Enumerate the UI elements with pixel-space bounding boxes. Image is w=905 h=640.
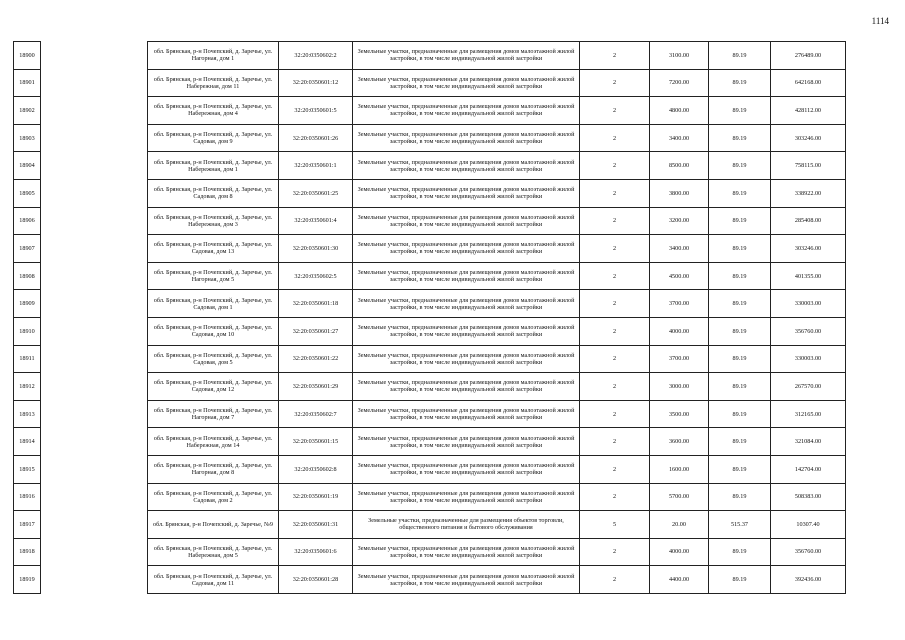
cadastral-value-cell: 758115.00 (771, 152, 846, 180)
address-cell: обл. Брянская, р-н Почепский, д. Заречье, №9 (148, 511, 279, 539)
cadastral-number-cell: 32:20:0350602:5 (279, 262, 353, 290)
specific-value-cell: 89.19 (709, 69, 771, 97)
area-cell: 3700.00 (650, 290, 709, 318)
specific-value-cell: 89.19 (709, 152, 771, 180)
table-row (14, 290, 846, 318)
use-group-cell: 2 (580, 97, 650, 125)
cadastral-value-cell: 330003.00 (771, 345, 846, 373)
area-cell: 3600.00 (650, 428, 709, 456)
use-group-cell: 2 (580, 124, 650, 152)
cadastral-number-cell: 32:20:0350601:28 (279, 566, 353, 594)
cadastral-value-cell: 303246.00 (771, 235, 846, 263)
address-cell: обл. Брянская, р-н Почепский, д. Заречье, ул. Нагорная, дом 1 (148, 42, 279, 70)
use-group-cell: 2 (580, 262, 650, 290)
cadastral-value-cell: 303246.00 (771, 124, 846, 152)
cadastral-number-cell: 32:20:0350601:1 (279, 152, 353, 180)
cadastral-value-cell: 276489.00 (771, 42, 846, 70)
specific-value-cell: 89.19 (709, 538, 771, 566)
area-cell: 3800.00 (650, 179, 709, 207)
cadastral-value-cell: 508383.00 (771, 483, 846, 511)
cadastral-number-cell: 32:20:0350601:15 (279, 428, 353, 456)
cadastral-value-cell: 428112.00 (771, 97, 846, 125)
land-use-cell: Земельные участки, предназначенные для размещения домов малоэтажной жилой застройки, в том числе индивидуальной жилой застройки (353, 179, 580, 207)
specific-value-cell: 89.19 (709, 42, 771, 70)
address-cell: обл. Брянская, р-н Почепский, д. Заречье, ул. Набережная, дом 1 (148, 152, 279, 180)
cadastral-value-cell: 392436.00 (771, 566, 846, 594)
row-number-cell: 18917 (14, 511, 41, 539)
table-row (14, 483, 846, 511)
row-number-cell: 18919 (14, 566, 41, 594)
cadastral-number-cell: 32:20:0350601:6 (279, 538, 353, 566)
cadastral-number-cell: 32:20:0350602:7 (279, 400, 353, 428)
use-group-cell: 2 (580, 317, 650, 345)
table-row (14, 42, 846, 70)
use-group-cell: 5 (580, 511, 650, 539)
use-group-cell: 2 (580, 207, 650, 235)
specific-value-cell: 89.19 (709, 124, 771, 152)
address-cell: обл. Брянская, р-н Почепский, д. Заречье, ул. Садовая, дом 10 (148, 317, 279, 345)
spacer-cell (41, 235, 148, 263)
table-row (14, 235, 846, 263)
cadastral-number-cell: 32:20:0350601:19 (279, 483, 353, 511)
area-cell: 20.00 (650, 511, 709, 539)
specific-value-cell: 89.19 (709, 179, 771, 207)
cadastral-number-cell: 32:20:0350601:25 (279, 179, 353, 207)
spacer-cell (41, 373, 148, 401)
address-cell: обл. Брянская, р-н Почепский, д. Заречье, ул. Садовая, дом 9 (148, 124, 279, 152)
cadastral-value-cell: 321084.00 (771, 428, 846, 456)
address-cell: обл. Брянская, р-н Почепский, д. Заречье, ул. Садовая, дом 2 (148, 483, 279, 511)
table-row (14, 455, 846, 483)
row-number-cell: 18907 (14, 235, 41, 263)
address-cell: обл. Брянская, р-н Почепский, д. Заречье, ул. Нагорная, дом 7 (148, 400, 279, 428)
land-use-cell: Земельные участки, предназначенные для размещения домов малоэтажной жилой застройки, в том числе индивидуальной жилой застройки (353, 455, 580, 483)
row-number-cell: 18902 (14, 97, 41, 125)
cadastral-value-cell: 312165.00 (771, 400, 846, 428)
land-use-cell: Земельные участки, предназначенные для размещения домов малоэтажной жилой застройки, в том числе индивидуальной жилой застройки (353, 42, 580, 70)
specific-value-cell: 89.19 (709, 97, 771, 125)
cadastral-number-cell: 32:20:0350602:8 (279, 455, 353, 483)
row-number-cell: 18903 (14, 124, 41, 152)
spacer-cell (41, 483, 148, 511)
specific-value-cell: 89.19 (709, 345, 771, 373)
land-use-cell: Земельные участки, предназначенные для размещения домов малоэтажной жилой застройки, в том числе индивидуальной жилой застройки (353, 69, 580, 97)
spacer-cell (41, 345, 148, 373)
row-number-cell: 18918 (14, 538, 41, 566)
spacer-cell (41, 69, 148, 97)
row-number-cell: 18912 (14, 373, 41, 401)
cadastral-value-cell: 401355.00 (771, 262, 846, 290)
land-use-cell: Земельные участки, предназначенные для размещения домов малоэтажной жилой застройки, в том числе индивидуальной жилой застройки (353, 262, 580, 290)
row-number-cell: 18911 (14, 345, 41, 373)
cadastral-value-cell: 356760.00 (771, 538, 846, 566)
specific-value-cell: 89.19 (709, 317, 771, 345)
row-number-cell: 18904 (14, 152, 41, 180)
land-use-cell: Земельные участки, предназначенные для размещения домов малоэтажной жилой застройки, в том числе индивидуальной жилой застройки (353, 345, 580, 373)
cadastral-number-cell: 32:20:0350601:26 (279, 124, 353, 152)
land-use-cell: Земельные участки, предназначенные для размещения домов малоэтажной жилой застройки, в том числе индивидуальной жилой застройки (353, 373, 580, 401)
use-group-cell: 2 (580, 345, 650, 373)
spacer-cell (41, 538, 148, 566)
use-group-cell: 2 (580, 69, 650, 97)
area-cell: 3000.00 (650, 373, 709, 401)
row-number-cell: 18909 (14, 290, 41, 318)
table-row (14, 179, 846, 207)
cadastral-value-cell: 285408.00 (771, 207, 846, 235)
address-cell: обл. Брянская, р-н Почепский, д. Заречье, ул. Садовая, дом 13 (148, 235, 279, 263)
table-row (14, 345, 846, 373)
area-cell: 3400.00 (650, 124, 709, 152)
address-cell: обл. Брянская, р-н Почепский, д. Заречье, ул. Садовая, дом 12 (148, 373, 279, 401)
land-use-cell: Земельные участки, предназначенные для размещения домов малоэтажной жилой застройки, в том числе индивидуальной жилой застройки (353, 152, 580, 180)
row-number-cell: 18910 (14, 317, 41, 345)
spacer-cell (41, 152, 148, 180)
address-cell: обл. Брянская, р-н Почепский, д. Заречье, ул. Набережная, дом 4 (148, 97, 279, 125)
land-use-cell: Земельные участки, предназначенные для размещения домов малоэтажной жилой застройки, в том числе индивидуальной жилой застройки (353, 400, 580, 428)
use-group-cell: 2 (580, 538, 650, 566)
row-number-cell: 18906 (14, 207, 41, 235)
row-number-cell: 18914 (14, 428, 41, 456)
table-row (14, 124, 846, 152)
land-use-cell: Земельные участки, предназначенные для размещения домов малоэтажной жилой застройки, в том числе индивидуальной жилой застройки (353, 207, 580, 235)
row-number-cell: 18913 (14, 400, 41, 428)
area-cell: 1600.00 (650, 455, 709, 483)
row-number-cell: 18908 (14, 262, 41, 290)
land-use-cell: Земельные участки, предназначенные для размещения домов малоэтажной жилой застройки, в том числе индивидуальной жилой застройки (353, 124, 580, 152)
cadastral-number-cell: 32:20:0350601:4 (279, 207, 353, 235)
use-group-cell: 2 (580, 400, 650, 428)
address-cell: обл. Брянская, р-н Почепский, д. Заречье, ул. Садовая, дом 11 (148, 566, 279, 594)
land-use-cell: Земельные участки, предназначенные для размещения объектов торговли, общественного питания и бытового обслуживания (353, 511, 580, 539)
specific-value-cell: 89.19 (709, 290, 771, 318)
row-number-cell: 18915 (14, 455, 41, 483)
table-row (14, 207, 846, 235)
cadastral-number-cell: 32:20:0350601:31 (279, 511, 353, 539)
use-group-cell: 2 (580, 152, 650, 180)
cadastral-value-cell: 330003.00 (771, 290, 846, 318)
spacer-cell (41, 97, 148, 125)
cadastral-number-cell: 32:20:0350601:29 (279, 373, 353, 401)
address-cell: обл. Брянская, р-н Почепский, д. Заречье, ул. Садовая, дом 8 (148, 179, 279, 207)
cadastral-number-cell: 32:20:0350601:18 (279, 290, 353, 318)
specific-value-cell: 89.19 (709, 455, 771, 483)
spacer-cell (41, 511, 148, 539)
use-group-cell: 2 (580, 42, 650, 70)
spacer-cell (41, 428, 148, 456)
cadastral-value-cell: 267570.00 (771, 373, 846, 401)
cadastral-number-cell: 32:20:0350602:2 (279, 42, 353, 70)
use-group-cell: 2 (580, 179, 650, 207)
cadastral-number-cell: 32:20:0350601:22 (279, 345, 353, 373)
land-use-cell: Земельные участки, предназначенные для размещения домов малоэтажной жилой застройки, в том числе индивидуальной жилой застройки (353, 538, 580, 566)
cadastral-value-table (13, 41, 846, 594)
table-row (14, 428, 846, 456)
specific-value-cell: 89.19 (709, 566, 771, 594)
spacer-cell (41, 42, 148, 70)
table-row (14, 69, 846, 97)
spacer-cell (41, 566, 148, 594)
table-row (14, 400, 846, 428)
specific-value-cell: 515.37 (709, 511, 771, 539)
area-cell: 3700.00 (650, 345, 709, 373)
spacer-cell (41, 124, 148, 152)
address-cell: обл. Брянская, р-н Почепский, д. Заречье, ул. Нагорная, дом 8 (148, 455, 279, 483)
cadastral-value-cell: 356760.00 (771, 317, 846, 345)
row-number-cell: 18905 (14, 179, 41, 207)
table-row (14, 511, 846, 539)
spacer-cell (41, 262, 148, 290)
land-use-cell: Земельные участки, предназначенные для размещения домов малоэтажной жилой застройки, в том числе индивидуальной жилой застройки (353, 483, 580, 511)
spacer-cell (41, 317, 148, 345)
specific-value-cell: 89.19 (709, 235, 771, 263)
area-cell: 4400.00 (650, 566, 709, 594)
cadastral-number-cell: 32:20:0350601:12 (279, 69, 353, 97)
cadastral-number-cell: 32:20:0350601:27 (279, 317, 353, 345)
table-body (14, 42, 846, 594)
specific-value-cell: 89.19 (709, 262, 771, 290)
table-row (14, 152, 846, 180)
address-cell: обл. Брянская, р-н Почепский, д. Заречье, ул. Набережная, дом 3 (148, 207, 279, 235)
table-row (14, 566, 846, 594)
area-cell: 7200.00 (650, 69, 709, 97)
cadastral-value-cell: 10307.40 (771, 511, 846, 539)
specific-value-cell: 89.19 (709, 207, 771, 235)
land-use-cell: Земельные участки, предназначенные для размещения домов малоэтажной жилой застройки, в том числе индивидуальной жилой застройки (353, 235, 580, 263)
table-row (14, 97, 846, 125)
spacer-cell (41, 179, 148, 207)
cadastral-number-cell: 32:20:0350601:30 (279, 235, 353, 263)
spacer-cell (41, 207, 148, 235)
spacer-cell (41, 400, 148, 428)
address-cell: обл. Брянская, р-н Почепский, д. Заречье, ул. Садовая, дом 5 (148, 345, 279, 373)
area-cell: 3400.00 (650, 235, 709, 263)
table-row (14, 262, 846, 290)
table-row (14, 538, 846, 566)
address-cell: обл. Брянская, р-н Почепский, д. Заречье, ул. Садовая, дом 1 (148, 290, 279, 318)
row-number-cell: 18916 (14, 483, 41, 511)
use-group-cell: 2 (580, 566, 650, 594)
area-cell: 3500.00 (650, 400, 709, 428)
table-row (14, 373, 846, 401)
specific-value-cell: 89.19 (709, 400, 771, 428)
area-cell: 3100.00 (650, 42, 709, 70)
cadastral-value-cell: 142704.00 (771, 455, 846, 483)
address-cell: обл. Брянская, р-н Почепский, д. Заречье, ул. Набережная, дом 11 (148, 69, 279, 97)
land-use-cell: Земельные участки, предназначенные для размещения домов малоэтажной жилой застройки, в том числе индивидуальной жилой застройки (353, 97, 580, 125)
land-use-cell: Земельные участки, предназначенные для размещения домов малоэтажной жилой застройки, в том числе индивидуальной жилой застройки (353, 566, 580, 594)
area-cell: 3200.00 (650, 207, 709, 235)
area-cell: 4000.00 (650, 538, 709, 566)
use-group-cell: 2 (580, 483, 650, 511)
specific-value-cell: 89.19 (709, 373, 771, 401)
cadastral-value-cell: 338922.00 (771, 179, 846, 207)
row-number-cell: 18901 (14, 69, 41, 97)
use-group-cell: 2 (580, 290, 650, 318)
land-use-cell: Земельные участки, предназначенные для размещения домов малоэтажной жилой застройки, в том числе индивидуальной жилой застройки (353, 290, 580, 318)
spacer-cell (41, 455, 148, 483)
area-cell: 5700.00 (650, 483, 709, 511)
cadastral-value-cell: 642168.00 (771, 69, 846, 97)
specific-value-cell: 89.19 (709, 428, 771, 456)
specific-value-cell: 89.19 (709, 483, 771, 511)
area-cell: 4000.00 (650, 317, 709, 345)
address-cell: обл. Брянская, р-н Почепский, д. Заречье, ул. Нагорная, дом 5 (148, 262, 279, 290)
area-cell: 4500.00 (650, 262, 709, 290)
use-group-cell: 2 (580, 235, 650, 263)
row-number-cell: 18900 (14, 42, 41, 70)
area-cell: 8500.00 (650, 152, 709, 180)
land-use-cell: Земельные участки, предназначенные для размещения домов малоэтажной жилой застройки, в том числе индивидуальной жилой застройки (353, 317, 580, 345)
use-group-cell: 2 (580, 373, 650, 401)
use-group-cell: 2 (580, 428, 650, 456)
area-cell: 4800.00 (650, 97, 709, 125)
table-row (14, 317, 846, 345)
land-use-cell: Земельные участки, предназначенные для размещения домов малоэтажной жилой застройки, в том числе индивидуальной жилой застройки (353, 428, 580, 456)
use-group-cell: 2 (580, 455, 650, 483)
page-number: 1114 (871, 16, 889, 26)
spacer-cell (41, 290, 148, 318)
address-cell: обл. Брянская, р-н Почепский, д. Заречье, ул. Набережная, дом 14 (148, 428, 279, 456)
cadastral-number-cell: 32:20:0350601:5 (279, 97, 353, 125)
address-cell: обл. Брянская, р-н Почепский, д. Заречье, ул. Набережная, дом 5 (148, 538, 279, 566)
